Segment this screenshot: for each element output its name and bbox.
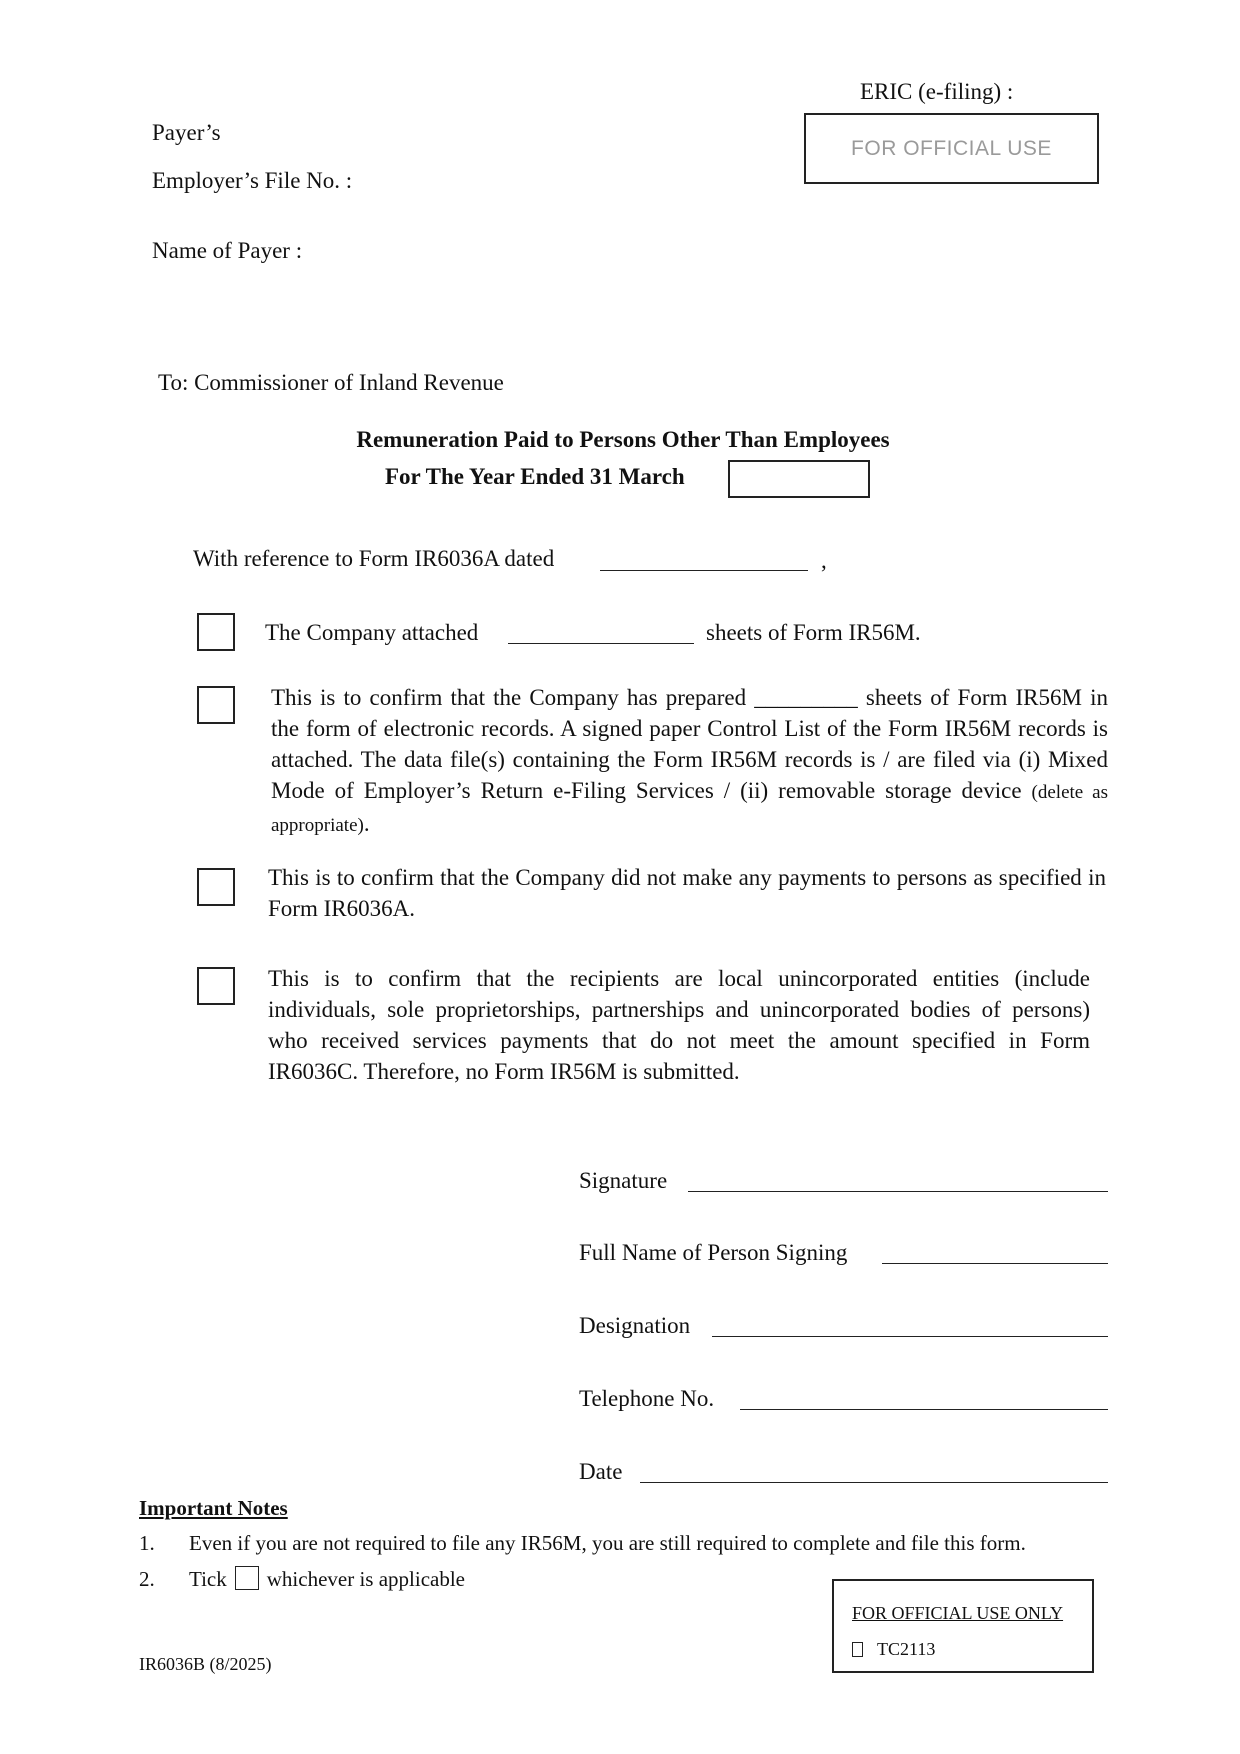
- telephone-field[interactable]: [740, 1409, 1108, 1410]
- official-use-box: [804, 113, 1099, 184]
- official-code-checkbox: [852, 1642, 863, 1657]
- form-code: IR6036B (8/2025): [139, 1654, 272, 1674]
- note-1-text: Even if you are not required to file any IR56M, you are still required to complete and file this form.: [189, 1531, 1026, 1555]
- official-code: TC2113: [877, 1639, 936, 1659]
- full-name-label: Full Name of Person Signing: [579, 1240, 848, 1265]
- year-field[interactable]: [728, 460, 870, 498]
- form-subtitle: For The Year Ended 31 March: [385, 464, 685, 489]
- designation-label: Designation: [579, 1313, 691, 1338]
- no-payment-paragraph: This is to confirm that the Company did not make any payments to persons as specified in Form IR6036A.: [268, 865, 1106, 921]
- checkbox-no-payment[interactable]: [197, 868, 235, 906]
- attached-sheets-field[interactable]: [508, 643, 694, 644]
- reference-suffix: ,: [821, 548, 827, 573]
- notes-title: Important Notes: [139, 1496, 288, 1520]
- signature-label: Signature: [579, 1168, 668, 1193]
- attached-suffix: sheets of Form IR56M.: [706, 620, 921, 645]
- form-title: Remuneration Paid to Persons Other Than Employees: [356, 427, 890, 452]
- eric-label: ERIC (e-filing) :: [860, 79, 1014, 104]
- date-field[interactable]: [640, 1482, 1108, 1483]
- electronic-paragraph: [271, 682, 1108, 841]
- reference-date-field[interactable]: [600, 570, 808, 571]
- electronic-note: (delete as appropriate): [271, 782, 1108, 836]
- attached-prefix: The Company attached: [265, 620, 479, 645]
- unincorporated-paragraph: This is to confirm that the recipients are local unincorporated entities (include individuals, sole proprietorships, partnerships and unincorporated bodies of persons) who received services payments that do not meet the amount specified in Form IR6036C. Therefore, no Form IR56M is submitted.: [268, 966, 1090, 1084]
- electronic-end: .: [363, 811, 370, 836]
- note-2-before: Tick: [189, 1567, 227, 1591]
- date-label: Date: [579, 1459, 623, 1484]
- signature-field[interactable]: [688, 1191, 1108, 1192]
- payer-name-label: Name of Payer :: [152, 238, 303, 263]
- payers-label: Payer’s: [152, 120, 221, 145]
- note-2-number: 2.: [139, 1567, 155, 1591]
- full-name-field[interactable]: [882, 1263, 1108, 1264]
- addressee: To: Commissioner of Inland Revenue: [158, 370, 504, 395]
- official-use-only-box: [832, 1579, 1094, 1673]
- reference-text: With reference to Form IR6036A dated: [193, 546, 555, 571]
- note-2-text: [189, 1566, 465, 1593]
- telephone-label: Telephone No.: [579, 1386, 715, 1411]
- note-2-after: whichever is applicable: [266, 1567, 465, 1591]
- tick-box-sample: [235, 1566, 259, 1590]
- note-1-number: 1.: [139, 1531, 155, 1555]
- checkbox-electronic[interactable]: [197, 686, 235, 724]
- designation-field[interactable]: [712, 1336, 1108, 1337]
- file-no-label: Employer’s File No. :: [152, 168, 353, 193]
- checkbox-unincorporated[interactable]: [197, 967, 235, 1005]
- official-use-label: FOR OFFICIAL USE: [851, 136, 1052, 160]
- electronic-text: This is to confirm that the Company has prepared _________ sheets of Form IR56M in the form of electronic records. A signed paper Control List of the Form IR56M records is attached. The data file(s) containing the Form IR56M records is / are filed via (i) Mixed Mode of Employer’s Return e-Filing Services / (ii) removable storage device: [271, 685, 1108, 803]
- official-code-row: [852, 1639, 935, 1660]
- checkbox-attached[interactable]: [197, 613, 235, 651]
- official-use-only-heading: FOR OFFICIAL USE ONLY: [852, 1603, 1064, 1623]
